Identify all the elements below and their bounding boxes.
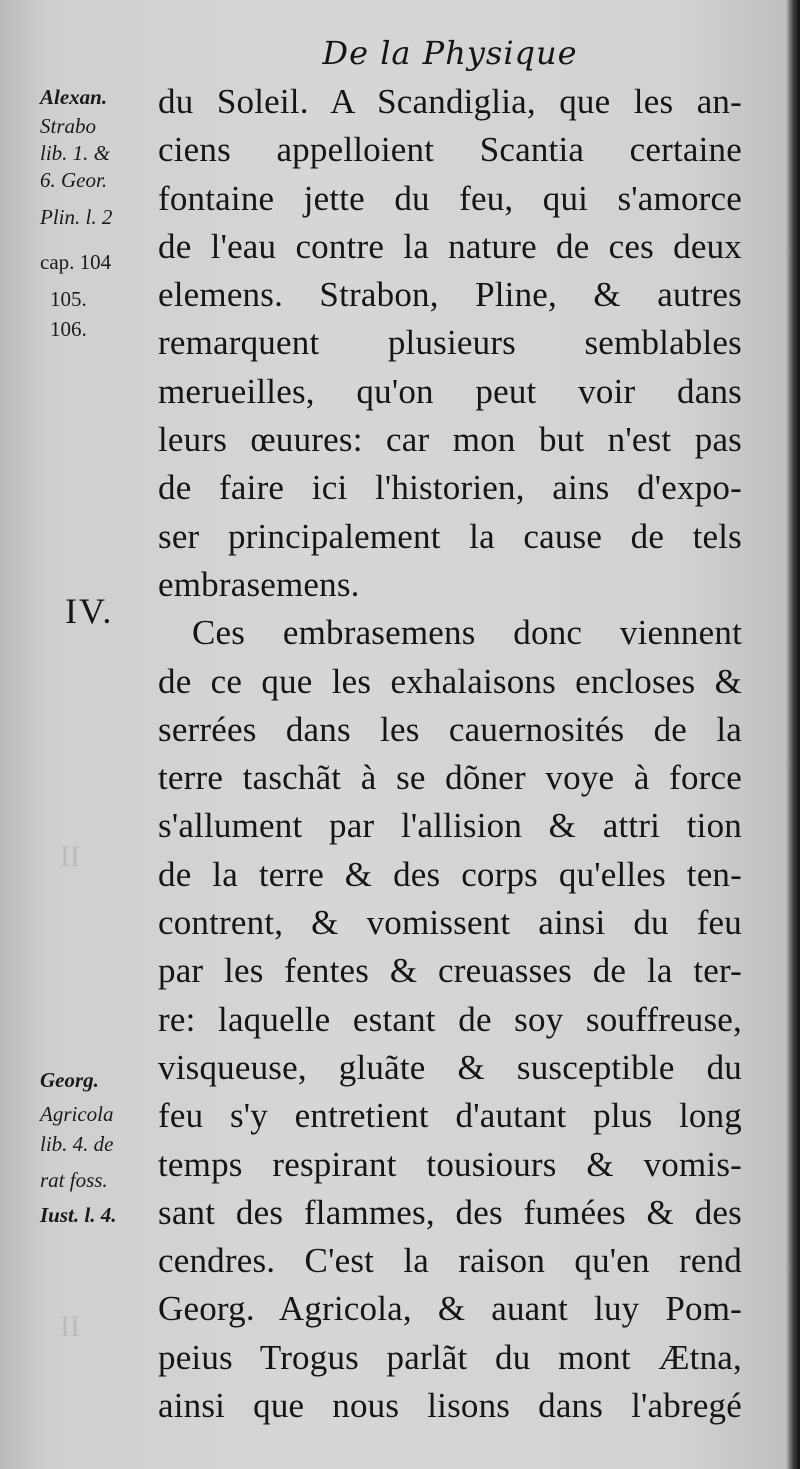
margin-note-line: Plin. l. 2 [40, 204, 113, 229]
margin-note-line: Strabo [40, 113, 97, 138]
text-line: ainsi que nous lisons dans l'abregé [158, 1386, 742, 1426]
text-line: Georg. Agricola, & auant luy Pom- [158, 1289, 742, 1329]
margin-note-line: lib. 4. de [40, 1132, 114, 1156]
text-line: fontaine jette du feu, qui s'amorce [158, 178, 742, 218]
text-line: serrées dans les cauernosités de la [158, 709, 742, 749]
text-line: peius Trogus parlãt du mont Ætna, [158, 1337, 742, 1377]
text-line: leurs œuures: car mon but n'est pas [158, 420, 742, 460]
margin-note-line: lib. 1. & [40, 140, 111, 165]
running-head: De la Physique [322, 34, 578, 72]
margin-note-line: 6. Geor. [40, 167, 108, 192]
text-line: ser principalement la cause de tels [158, 516, 742, 556]
text-line: de la terre & des corps qu'elles ten- [158, 854, 742, 894]
text-line: temps respirant tousiours & vomis- [158, 1144, 742, 1184]
text-line: de l'eau contre la nature de ces deux [158, 226, 742, 266]
margin-note-line: Alexan. [40, 85, 108, 109]
margin-note-line: rat foss. [40, 1168, 108, 1192]
text-line: feu s'y entretient d'autant plus long [158, 1096, 742, 1136]
text-line: re: laquelle estant de soy souffreuse, [158, 999, 742, 1039]
show-through-text: II [60, 1310, 80, 1343]
text-line: merueilles, qu'on peut voir dans [158, 371, 742, 411]
text-line: ciens appelloient Scantia certaine [158, 130, 742, 170]
text-line: par les fentes & creuasses de la ter- [158, 951, 742, 991]
margin-note-line: Georg. [40, 1068, 99, 1092]
page-edge [786, 0, 800, 1469]
margin-note-line: cap. 104 [40, 249, 112, 274]
margin-note-line: 105. [50, 286, 87, 311]
section-number: IV. [65, 591, 114, 631]
margin-note-alexan [40, 82, 158, 344]
text-line: terre taschãt à se dõner voye à force [158, 758, 742, 798]
text-line: de ce que les exhalaisons encloses & [158, 661, 742, 701]
margin-note-line: 106. [50, 316, 87, 341]
text-line: du Soleil. A Scandiglia, que les an- [158, 82, 742, 121]
text-line: de faire ici l'historien, ains d'expo- [158, 468, 742, 508]
text-line: visqueuse, gluãte & susceptible du [158, 1047, 742, 1087]
text-line: remarquent plusieurs semblables [158, 323, 742, 363]
text-line: contrent, & vomissent ainsi du feu [158, 903, 742, 943]
margin-note-georg [40, 1060, 158, 1231]
text-line: sant des flammes, des fumées & des [158, 1192, 742, 1232]
margin-note-line: Iust. l. 4. [40, 1203, 117, 1227]
show-through-text: II [60, 840, 80, 873]
text-line: elemens. Strabon, Pline, & autres [158, 275, 742, 315]
text-line: cendres. C'est la raison qu'en rend [158, 1241, 742, 1281]
margin-note-line: Agricola [40, 1102, 114, 1126]
paragraph-first-line: Ces embrasemens donc viennent [192, 613, 742, 653]
body-text [158, 78, 742, 1430]
text-line: s'allument par l'allision & attri tion [158, 806, 742, 846]
text-line: embrasemens. [158, 564, 360, 604]
